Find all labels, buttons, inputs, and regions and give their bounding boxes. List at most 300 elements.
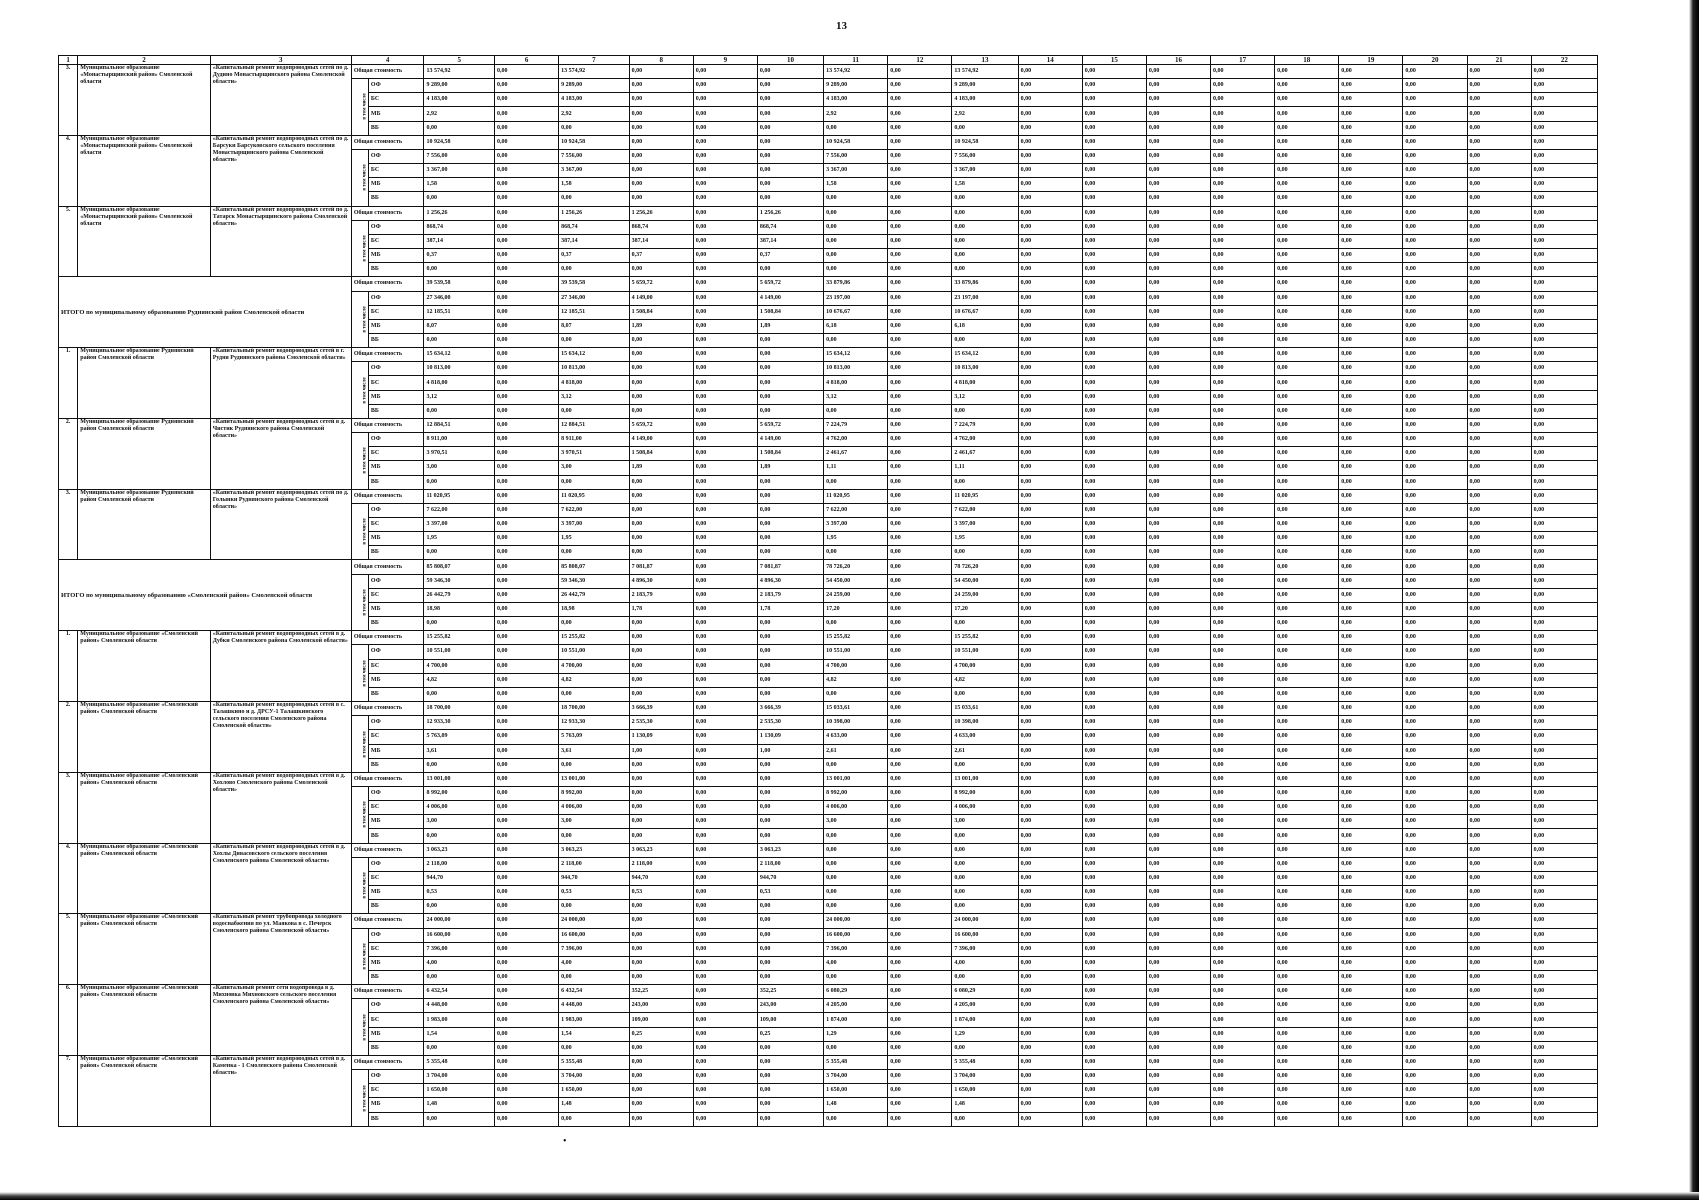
zero-cell: 0,00	[1339, 900, 1403, 914]
value-cell: 0,00	[693, 220, 757, 234]
zero-cell: 0,00	[1082, 149, 1146, 163]
zero-cell: 0,00	[1018, 1098, 1082, 1112]
value-cell: 3 704,00	[424, 1070, 495, 1084]
value-cell: 0,37	[629, 249, 693, 263]
value-cell: 0,00	[824, 900, 888, 914]
zero-cell: 0,00	[1275, 206, 1339, 220]
value-cell: 18,98	[559, 602, 630, 616]
zero-cell: 0,00	[1082, 475, 1146, 489]
value-cell: 0,00	[952, 1112, 1018, 1126]
value-cell: 0,00	[888, 546, 952, 560]
zero-cell: 0,00	[1146, 107, 1210, 121]
zero-cell: 0,00	[1082, 503, 1146, 517]
zero-cell: 0,00	[1082, 1055, 1146, 1069]
zero-cell: 0,00	[1531, 348, 1597, 362]
zero-cell: 0,00	[1211, 772, 1275, 786]
zero-cell: 0,00	[1211, 503, 1275, 517]
zero-cell: 0,00	[1467, 518, 1531, 532]
value-cell: 27 346,00	[424, 291, 495, 305]
zero-cell: 0,00	[1082, 645, 1146, 659]
zero-cell: 0,00	[1018, 985, 1082, 999]
value-cell: 1,78	[757, 602, 823, 616]
zero-cell: 0,00	[1275, 1098, 1339, 1112]
value-cell: 0,00	[495, 928, 559, 942]
zero-cell: 0,00	[1018, 404, 1082, 418]
zero-cell: 0,00	[1275, 999, 1339, 1013]
zero-cell: 0,00	[1082, 404, 1146, 418]
zero-cell: 0,00	[1339, 956, 1403, 970]
value-cell: 0,00	[495, 277, 559, 291]
value-cell: 4 700,00	[424, 659, 495, 673]
value-cell: 1 256,26	[757, 206, 823, 220]
zero-cell: 0,00	[1275, 560, 1339, 574]
value-cell: 0,00	[888, 716, 952, 730]
value-cell: 3 367,00	[559, 164, 630, 178]
zero-cell: 0,00	[1467, 659, 1531, 673]
value-cell: 15 634,12	[559, 348, 630, 362]
zero-cell: 0,00	[1403, 263, 1467, 277]
zero-cell: 0,00	[1211, 928, 1275, 942]
item-number: 2.	[59, 418, 78, 489]
value-cell: 0,00	[757, 390, 823, 404]
zero-cell: 0,00	[1339, 107, 1403, 121]
including-label	[351, 362, 368, 419]
zero-cell: 0,00	[1018, 348, 1082, 362]
value-cell: 54 450,00	[824, 574, 888, 588]
value-cell: 0,00	[693, 390, 757, 404]
zero-cell: 0,00	[1531, 433, 1597, 447]
zero-cell: 0,00	[1018, 475, 1082, 489]
value-cell: 0,00	[424, 475, 495, 489]
value-cell: 0,00	[559, 546, 630, 560]
funding-source: ВБ	[368, 546, 424, 560]
zero-cell: 0,00	[1082, 234, 1146, 248]
zero-cell: 0,00	[1211, 1055, 1275, 1069]
zero-cell: 0,00	[1467, 149, 1531, 163]
value-cell: 0,00	[559, 333, 630, 347]
zero-cell: 0,00	[1339, 631, 1403, 645]
zero-cell: 0,00	[1403, 433, 1467, 447]
zero-cell: 0,00	[1403, 900, 1467, 914]
value-cell: 0,00	[757, 348, 823, 362]
zero-cell: 0,00	[1146, 277, 1210, 291]
value-cell: 109,00	[757, 1013, 823, 1027]
zero-cell: 0,00	[1146, 518, 1210, 532]
value-cell: 0,00	[693, 702, 757, 716]
value-cell: 0,00	[952, 1041, 1018, 1055]
value-cell: 0,00	[495, 447, 559, 461]
value-cell: 0,00	[495, 702, 559, 716]
zero-cell: 0,00	[1339, 801, 1403, 815]
including-label	[351, 928, 368, 985]
zero-cell: 0,00	[1339, 857, 1403, 871]
value-cell: 4 633,00	[952, 730, 1018, 744]
zero-cell: 0,00	[1339, 362, 1403, 376]
value-cell: 0,00	[757, 914, 823, 928]
value-cell: 0,00	[888, 1027, 952, 1041]
zero-cell: 0,00	[1339, 886, 1403, 900]
value-cell: 0,00	[693, 985, 757, 999]
value-cell: 0,00	[888, 758, 952, 772]
table-row	[59, 135, 1598, 149]
value-cell: 7 556,00	[424, 149, 495, 163]
value-cell: 0,00	[888, 305, 952, 319]
value-cell: 0,00	[693, 532, 757, 546]
value-cell: 0,00	[952, 206, 1018, 220]
zero-cell: 0,00	[1211, 560, 1275, 574]
value-cell: 2,61	[952, 744, 1018, 758]
zero-cell: 0,00	[1018, 362, 1082, 376]
zero-cell: 0,00	[1146, 319, 1210, 333]
zero-cell: 0,00	[1211, 546, 1275, 560]
value-cell: 0,00	[629, 149, 693, 163]
zero-cell: 0,00	[1403, 999, 1467, 1013]
zero-cell: 0,00	[1339, 843, 1403, 857]
value-cell: 2 461,67	[952, 447, 1018, 461]
value-cell: 0,00	[693, 447, 757, 461]
value-cell: 6,18	[824, 319, 888, 333]
value-cell: 0,00	[757, 1112, 823, 1126]
zero-cell: 0,00	[1467, 702, 1531, 716]
funding-source: БС	[368, 93, 424, 107]
zero-cell: 0,00	[1275, 121, 1339, 135]
value-cell: 0,00	[629, 79, 693, 93]
zero-cell: 0,00	[1082, 489, 1146, 503]
funding-source: ОФ	[368, 362, 424, 376]
value-cell: 0,00	[888, 376, 952, 390]
zero-cell: 0,00	[1211, 1112, 1275, 1126]
zero-cell: 0,00	[1211, 249, 1275, 263]
zero-cell: 0,00	[1018, 928, 1082, 942]
value-cell: 0,00	[495, 220, 559, 234]
zero-cell: 0,00	[1018, 843, 1082, 857]
including-text: в том числе	[362, 872, 368, 899]
value-cell: 1,95	[559, 532, 630, 546]
funding-source: ОФ	[368, 220, 424, 234]
zero-cell: 0,00	[1339, 602, 1403, 616]
zero-cell: 0,00	[1403, 65, 1467, 79]
value-cell: 0,00	[559, 971, 630, 985]
zero-cell: 0,00	[1531, 277, 1597, 291]
value-cell: 0,00	[757, 956, 823, 970]
value-cell: 0,00	[888, 574, 952, 588]
zero-cell: 0,00	[1275, 1041, 1339, 1055]
zero-cell: 0,00	[1403, 843, 1467, 857]
value-cell: 0,00	[824, 546, 888, 560]
zero-cell: 0,00	[1082, 1027, 1146, 1041]
zero-cell: 0,00	[1146, 702, 1210, 716]
funding-source: ОФ	[368, 645, 424, 659]
value-cell: 4 448,00	[424, 999, 495, 1013]
zero-cell: 0,00	[1082, 1112, 1146, 1126]
zero-cell: 0,00	[1339, 744, 1403, 758]
zero-cell: 0,00	[1467, 999, 1531, 1013]
zero-cell: 0,00	[1467, 348, 1531, 362]
value-cell: 0,00	[629, 362, 693, 376]
zero-cell: 0,00	[1531, 645, 1597, 659]
funding-source: МБ	[368, 673, 424, 687]
zero-cell: 0,00	[1403, 574, 1467, 588]
zero-cell: 0,00	[1082, 1041, 1146, 1055]
value-cell: 4,00	[424, 956, 495, 970]
zero-cell: 0,00	[1211, 985, 1275, 999]
zero-cell: 0,00	[1467, 900, 1531, 914]
value-cell: 0,00	[888, 249, 952, 263]
zero-cell: 0,00	[1018, 149, 1082, 163]
value-cell: 4,82	[824, 673, 888, 687]
value-cell: 0,00	[495, 829, 559, 843]
value-cell: 0,00	[888, 149, 952, 163]
value-cell: 0,00	[824, 871, 888, 885]
zero-cell: 0,00	[1275, 433, 1339, 447]
zero-cell: 0,00	[1146, 178, 1210, 192]
zero-cell: 0,00	[1339, 206, 1403, 220]
zero-cell: 0,00	[1467, 206, 1531, 220]
value-cell: 0,00	[888, 206, 952, 220]
zero-cell: 0,00	[1211, 857, 1275, 871]
value-cell: 1,89	[629, 319, 693, 333]
funding-source: ВБ	[368, 475, 424, 489]
value-cell: 1 983,00	[559, 1013, 630, 1027]
zero-cell: 0,00	[1275, 687, 1339, 701]
zero-cell: 0,00	[1339, 786, 1403, 800]
value-cell: 0,00	[629, 617, 693, 631]
total-row	[59, 277, 1598, 291]
item-number: 3.	[59, 65, 78, 136]
value-cell: 24 259,00	[952, 588, 1018, 602]
zero-cell: 0,00	[1146, 135, 1210, 149]
value-cell: 5 355,48	[952, 1055, 1018, 1069]
zero-cell: 0,00	[1531, 305, 1597, 319]
zero-cell: 0,00	[1211, 348, 1275, 362]
value-cell: 0,25	[629, 1027, 693, 1041]
zero-cell: 0,00	[1146, 985, 1210, 999]
zero-cell: 0,00	[1018, 702, 1082, 716]
project-name: «Капитальный ремонт водопроводных сетей в д. Чистик Руднянского района Смоленской области»	[210, 418, 351, 489]
zero-cell: 0,00	[1403, 461, 1467, 475]
funding-source: ВБ	[368, 121, 424, 135]
funding-source: ОФ	[368, 1070, 424, 1084]
value-cell: 0,00	[757, 631, 823, 645]
zero-cell: 0,00	[1275, 588, 1339, 602]
value-cell: 15 033,61	[952, 702, 1018, 716]
value-cell: 0,00	[495, 418, 559, 432]
value-cell: 1,78	[629, 602, 693, 616]
value-cell: 3,12	[952, 390, 1018, 404]
value-cell: 15 255,82	[559, 631, 630, 645]
municipality-name: Муниципальное образование «Монастырщинский район» Смоленской области	[78, 65, 211, 136]
value-cell: 0,00	[559, 1041, 630, 1055]
value-cell: 0,00	[757, 149, 823, 163]
zero-cell: 0,00	[1146, 645, 1210, 659]
zero-cell: 0,00	[1082, 418, 1146, 432]
value-cell: 0,00	[559, 617, 630, 631]
value-cell: 0,00	[495, 319, 559, 333]
zero-cell: 0,00	[1018, 107, 1082, 121]
zero-cell: 0,00	[1275, 461, 1339, 475]
zero-cell: 0,00	[1339, 93, 1403, 107]
value-cell: 0,00	[629, 503, 693, 517]
municipality-name: Муниципальное образование «Монастырщинский район» Смоленской области	[78, 206, 211, 277]
zero-cell: 0,00	[1403, 121, 1467, 135]
value-cell: 3 397,00	[952, 518, 1018, 532]
table-row	[59, 348, 1598, 362]
zero-cell: 0,00	[1467, 376, 1531, 390]
funding-source: ОФ	[368, 291, 424, 305]
zero-cell: 0,00	[1018, 786, 1082, 800]
zero-cell: 0,00	[1275, 1070, 1339, 1084]
zero-cell: 0,00	[1082, 1098, 1146, 1112]
value-cell: 0,00	[952, 843, 1018, 857]
value-cell: 0,00	[824, 1041, 888, 1055]
zero-cell: 0,00	[1018, 1084, 1082, 1098]
zero-cell: 0,00	[1467, 121, 1531, 135]
zero-cell: 0,00	[1531, 291, 1597, 305]
total-label: ИТОГО по муниципальному образованию «Смоленский район» Смоленской области	[59, 560, 352, 631]
value-cell: 0,00	[888, 985, 952, 999]
value-cell: 4 896,30	[757, 574, 823, 588]
value-cell: 0,00	[629, 758, 693, 772]
zero-cell: 0,00	[1467, 914, 1531, 928]
zero-cell: 0,00	[1403, 390, 1467, 404]
zero-cell: 0,00	[1018, 914, 1082, 928]
zero-cell: 0,00	[1467, 390, 1531, 404]
value-cell: 0,00	[693, 206, 757, 220]
zero-cell: 0,00	[1275, 758, 1339, 772]
zero-cell: 0,00	[1018, 730, 1082, 744]
value-cell: 0,00	[629, 772, 693, 786]
zero-cell: 0,00	[1275, 744, 1339, 758]
value-cell: 0,00	[693, 956, 757, 970]
zero-cell: 0,00	[1531, 829, 1597, 843]
including-label	[351, 786, 368, 843]
value-cell: 6 432,54	[559, 985, 630, 999]
value-cell: 12 185,51	[559, 305, 630, 319]
zero-cell: 0,00	[1211, 1098, 1275, 1112]
value-cell: 0,00	[952, 971, 1018, 985]
value-cell: 4 006,00	[952, 801, 1018, 815]
value-cell: 15 255,82	[824, 631, 888, 645]
value-cell: 0,00	[888, 319, 952, 333]
value-cell: 0,00	[495, 560, 559, 574]
including-label	[351, 503, 368, 560]
zero-cell: 0,00	[1146, 121, 1210, 135]
zero-cell: 0,00	[1531, 617, 1597, 631]
value-cell: 1,48	[952, 1098, 1018, 1112]
zero-cell: 0,00	[1275, 1013, 1339, 1027]
zero-cell: 0,00	[1211, 574, 1275, 588]
value-cell: 12 884,51	[559, 418, 630, 432]
value-cell: 26 442,79	[424, 588, 495, 602]
zero-cell: 0,00	[1403, 546, 1467, 560]
zero-cell: 0,00	[1339, 249, 1403, 263]
value-cell: 0,00	[693, 433, 757, 447]
value-cell: 8 992,00	[824, 786, 888, 800]
zero-cell: 0,00	[1339, 829, 1403, 843]
zero-cell: 0,00	[1082, 93, 1146, 107]
value-cell: 0,00	[952, 886, 1018, 900]
value-cell: 4 818,00	[559, 376, 630, 390]
zero-cell: 0,00	[1211, 673, 1275, 687]
zero-cell: 0,00	[1211, 815, 1275, 829]
zero-cell: 0,00	[1146, 900, 1210, 914]
zero-cell: 0,00	[1403, 631, 1467, 645]
zero-cell: 0,00	[1275, 702, 1339, 716]
zero-cell: 0,00	[1146, 461, 1210, 475]
zero-cell: 0,00	[1211, 461, 1275, 475]
value-cell: 0,00	[952, 900, 1018, 914]
zero-cell: 0,00	[1146, 971, 1210, 985]
value-cell: 0,00	[495, 815, 559, 829]
zero-cell: 0,00	[1339, 730, 1403, 744]
value-cell: 59 346,30	[424, 574, 495, 588]
value-cell: 0,00	[888, 475, 952, 489]
value-cell: 0,00	[757, 79, 823, 93]
value-cell: 27 346,00	[559, 291, 630, 305]
zero-cell: 0,00	[1339, 433, 1403, 447]
zero-cell: 0,00	[1082, 631, 1146, 645]
value-cell: 0,00	[495, 758, 559, 772]
value-cell: 0,00	[888, 900, 952, 914]
value-cell: 0,00	[888, 971, 952, 985]
value-cell: 3,12	[559, 390, 630, 404]
zero-cell: 0,00	[1339, 1013, 1403, 1027]
value-cell: 0,00	[888, 1041, 952, 1055]
zero-cell: 0,00	[1018, 461, 1082, 475]
funding-source: ОФ	[368, 786, 424, 800]
row-label: Общая стоимость	[351, 489, 424, 503]
value-cell: 0,00	[629, 333, 693, 347]
zero-cell: 0,00	[1018, 1013, 1082, 1027]
zero-cell: 0,00	[1339, 574, 1403, 588]
funding-source: МБ	[368, 602, 424, 616]
zero-cell: 0,00	[1531, 489, 1597, 503]
project-name: «Капитальный ремонт водопроводных сетей по д. Дудино Монастырщинского района Смоленской области»	[210, 65, 351, 136]
zero-cell: 0,00	[1082, 277, 1146, 291]
zero-cell: 0,00	[1211, 376, 1275, 390]
zero-cell: 0,00	[1211, 971, 1275, 985]
zero-cell: 0,00	[1339, 971, 1403, 985]
zero-cell: 0,00	[1211, 305, 1275, 319]
value-cell: 0,00	[693, 546, 757, 560]
zero-cell: 0,00	[1275, 418, 1339, 432]
row-label: Общая стоимость	[351, 631, 424, 645]
zero-cell: 0,00	[1082, 673, 1146, 687]
zero-cell: 0,00	[1275, 857, 1339, 871]
value-cell: 0,00	[888, 687, 952, 701]
value-cell: 0,00	[495, 687, 559, 701]
row-label: Общая стоимость	[351, 418, 424, 432]
zero-cell: 0,00	[1146, 390, 1210, 404]
value-cell: 11 020,95	[824, 489, 888, 503]
value-cell: 0,00	[424, 900, 495, 914]
value-cell: 7 224,79	[824, 418, 888, 432]
zero-cell: 0,00	[1275, 1112, 1339, 1126]
zero-cell: 0,00	[1339, 617, 1403, 631]
zero-cell: 0,00	[1018, 871, 1082, 885]
value-cell: 4 700,00	[952, 659, 1018, 673]
zero-cell: 0,00	[1467, 532, 1531, 546]
zero-cell: 0,00	[1467, 772, 1531, 786]
zero-cell: 0,00	[1018, 333, 1082, 347]
zero-cell: 0,00	[1339, 348, 1403, 362]
value-cell: 5 355,48	[824, 1055, 888, 1069]
zero-cell: 0,00	[1082, 659, 1146, 673]
zero-cell: 0,00	[1403, 1112, 1467, 1126]
zero-cell: 0,00	[1275, 772, 1339, 786]
zero-cell: 0,00	[1467, 79, 1531, 93]
zero-cell: 0,00	[1018, 645, 1082, 659]
